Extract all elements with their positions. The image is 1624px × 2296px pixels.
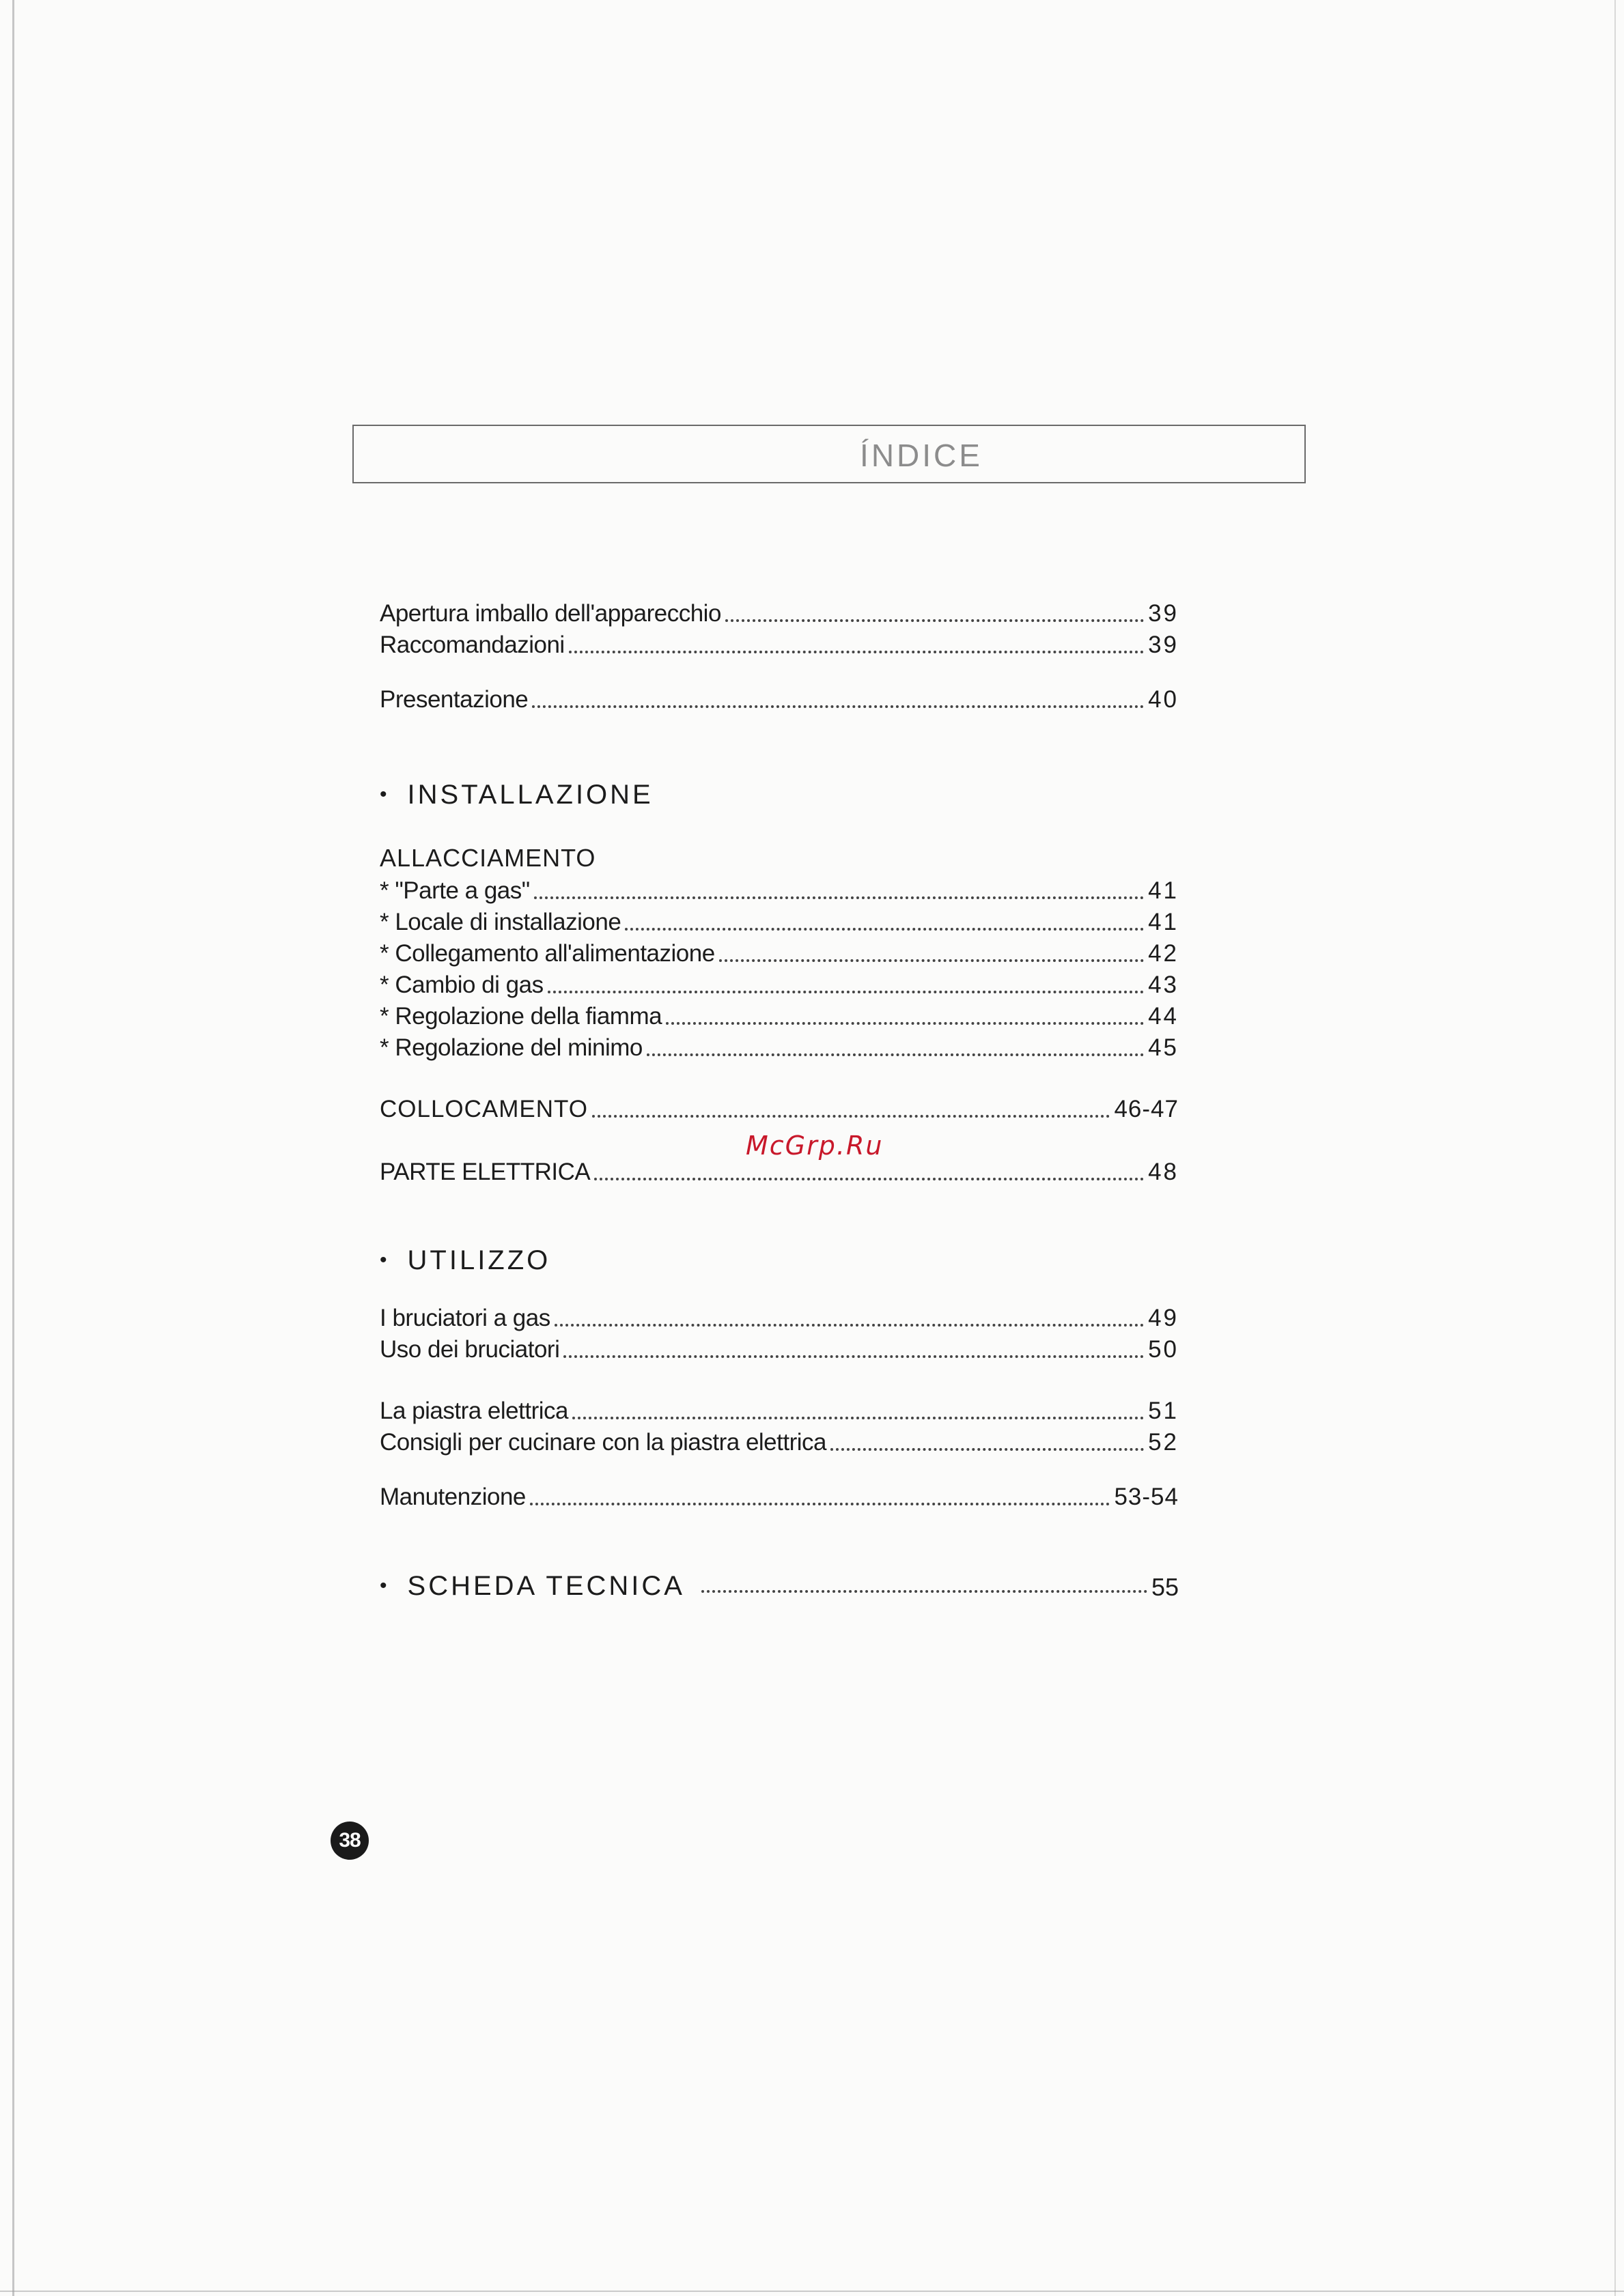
toc-entry-page: 50 bbox=[1148, 1336, 1179, 1363]
section-heading-installazione bbox=[380, 780, 654, 810]
dot-leader bbox=[572, 1417, 1144, 1419]
scan-edge-left bbox=[12, 0, 14, 2296]
toc-entry-page: 43 bbox=[1148, 972, 1179, 998]
page-title: ÍNDICE bbox=[860, 438, 983, 473]
toc-entry-page: 55 bbox=[1151, 1573, 1179, 1601]
toc-entry-page: 52 bbox=[1148, 1429, 1179, 1456]
toc-entry-label: I bruciatori a gas bbox=[380, 1305, 550, 1331]
dot-leader bbox=[647, 1053, 1144, 1056]
toc-entry[interactable] bbox=[380, 598, 1179, 629]
toc-entry[interactable] bbox=[380, 875, 1179, 907]
scan-edge-bottom bbox=[0, 2291, 1624, 2292]
toc-entry[interactable] bbox=[380, 1395, 1179, 1427]
toc-entry-label: Uso dei bruciatori bbox=[380, 1336, 560, 1363]
page-number-badge: 38 bbox=[331, 1822, 369, 1860]
toc-entry[interactable] bbox=[380, 1094, 1179, 1125]
dot-leader bbox=[532, 705, 1144, 708]
dot-leader bbox=[530, 1503, 1110, 1505]
toc-entry-label: * Locale di installazione bbox=[380, 909, 621, 935]
toc-entry-page: 42 bbox=[1148, 940, 1179, 967]
toc-entry[interactable] bbox=[380, 1157, 1179, 1188]
toc-entry-label: PARTE ELETTRICA bbox=[380, 1159, 591, 1185]
toc-entry-page: 46-47 bbox=[1114, 1096, 1179, 1122]
toc-entry-page: 39 bbox=[1148, 600, 1179, 627]
toc-entry-label bbox=[380, 1571, 685, 1602]
section-heading-label: INSTALLAZIONE bbox=[407, 780, 654, 810]
dot-leader bbox=[666, 1022, 1144, 1025]
toc-entry-label: Apertura imballo dell'apparecchio bbox=[380, 600, 721, 627]
section-heading-label: UTILIZZO bbox=[407, 1245, 551, 1275]
dot-leader bbox=[625, 928, 1144, 931]
section-heading-utilizzo bbox=[380, 1245, 550, 1276]
dot-leader bbox=[701, 1590, 1147, 1593]
toc-entry-page: 49 bbox=[1148, 1305, 1179, 1331]
bullet-icon: • bbox=[380, 1249, 390, 1271]
dot-leader bbox=[548, 991, 1144, 993]
title-box bbox=[352, 425, 1306, 483]
toc-entry-page: 41 bbox=[1148, 877, 1179, 904]
toc-entry-page: 41 bbox=[1148, 909, 1179, 935]
toc-entry[interactable] bbox=[380, 1001, 1179, 1032]
toc-entry[interactable] bbox=[380, 907, 1179, 938]
toc-entry[interactable] bbox=[380, 969, 1179, 1001]
toc-entry-page: 53-54 bbox=[1114, 1484, 1179, 1510]
toc-entry-page: 48 bbox=[1148, 1159, 1179, 1185]
dot-leader bbox=[592, 1115, 1110, 1118]
watermark: McGrp.Ru bbox=[746, 1131, 884, 1161]
toc-entry-page: 44 bbox=[1148, 1003, 1179, 1030]
toc-entry-label: * Cambio di gas bbox=[380, 972, 544, 998]
toc-entry-label: Consigli per cucinare con la piastra elettrica bbox=[380, 1429, 826, 1456]
toc-entry-page: 51 bbox=[1148, 1398, 1179, 1424]
dot-leader bbox=[725, 619, 1144, 622]
toc-entry-label: La piastra elettrica bbox=[380, 1398, 568, 1424]
dot-leader bbox=[569, 651, 1144, 653]
bullet-icon: • bbox=[380, 783, 390, 806]
toc-entry[interactable] bbox=[380, 938, 1179, 969]
toc-entry[interactable] bbox=[380, 1303, 1179, 1334]
toc-entry-label: * "Parte a gas" bbox=[380, 877, 530, 904]
toc-entry-label: COLLOCAMENTO bbox=[380, 1096, 589, 1122]
toc-entry[interactable] bbox=[380, 1427, 1179, 1458]
toc-entry-label: * Collegamento all'alimentazione bbox=[380, 940, 715, 967]
toc-entry-page: 45 bbox=[1148, 1034, 1179, 1061]
dot-leader bbox=[830, 1448, 1144, 1451]
dot-leader bbox=[563, 1355, 1144, 1358]
toc-entry[interactable] bbox=[380, 1032, 1179, 1064]
dot-leader bbox=[555, 1324, 1144, 1327]
dot-leader bbox=[594, 1178, 1144, 1180]
scan-edge-right bbox=[1614, 0, 1616, 2296]
dot-leader bbox=[719, 959, 1144, 962]
bullet-icon: • bbox=[380, 1574, 390, 1597]
toc-entry[interactable] bbox=[380, 684, 1179, 715]
toc-entry-label: Presentazione bbox=[380, 686, 529, 713]
toc-entry[interactable] bbox=[380, 1482, 1179, 1513]
dot-leader bbox=[534, 896, 1144, 899]
toc-entry-label: Raccomandazioni bbox=[380, 632, 565, 658]
toc-entry[interactable] bbox=[380, 1334, 1179, 1365]
section-heading-label: SCHEDA TECNICA bbox=[407, 1571, 685, 1601]
toc-entry-page: 39 bbox=[1148, 632, 1179, 658]
toc-entry-page: 40 bbox=[1148, 686, 1179, 713]
toc-entry-label: * Regolazione della fiamma bbox=[380, 1003, 662, 1030]
toc-entry-label: Manutenzione bbox=[380, 1484, 526, 1510]
toc-entry-label: * Regolazione del minimo bbox=[380, 1034, 643, 1061]
toc-entry-scheda-tecnica[interactable] bbox=[380, 1563, 1179, 1602]
toc-entry[interactable] bbox=[380, 629, 1179, 661]
subheading-allacciamento: ALLACCIAMENTO bbox=[380, 844, 596, 872]
